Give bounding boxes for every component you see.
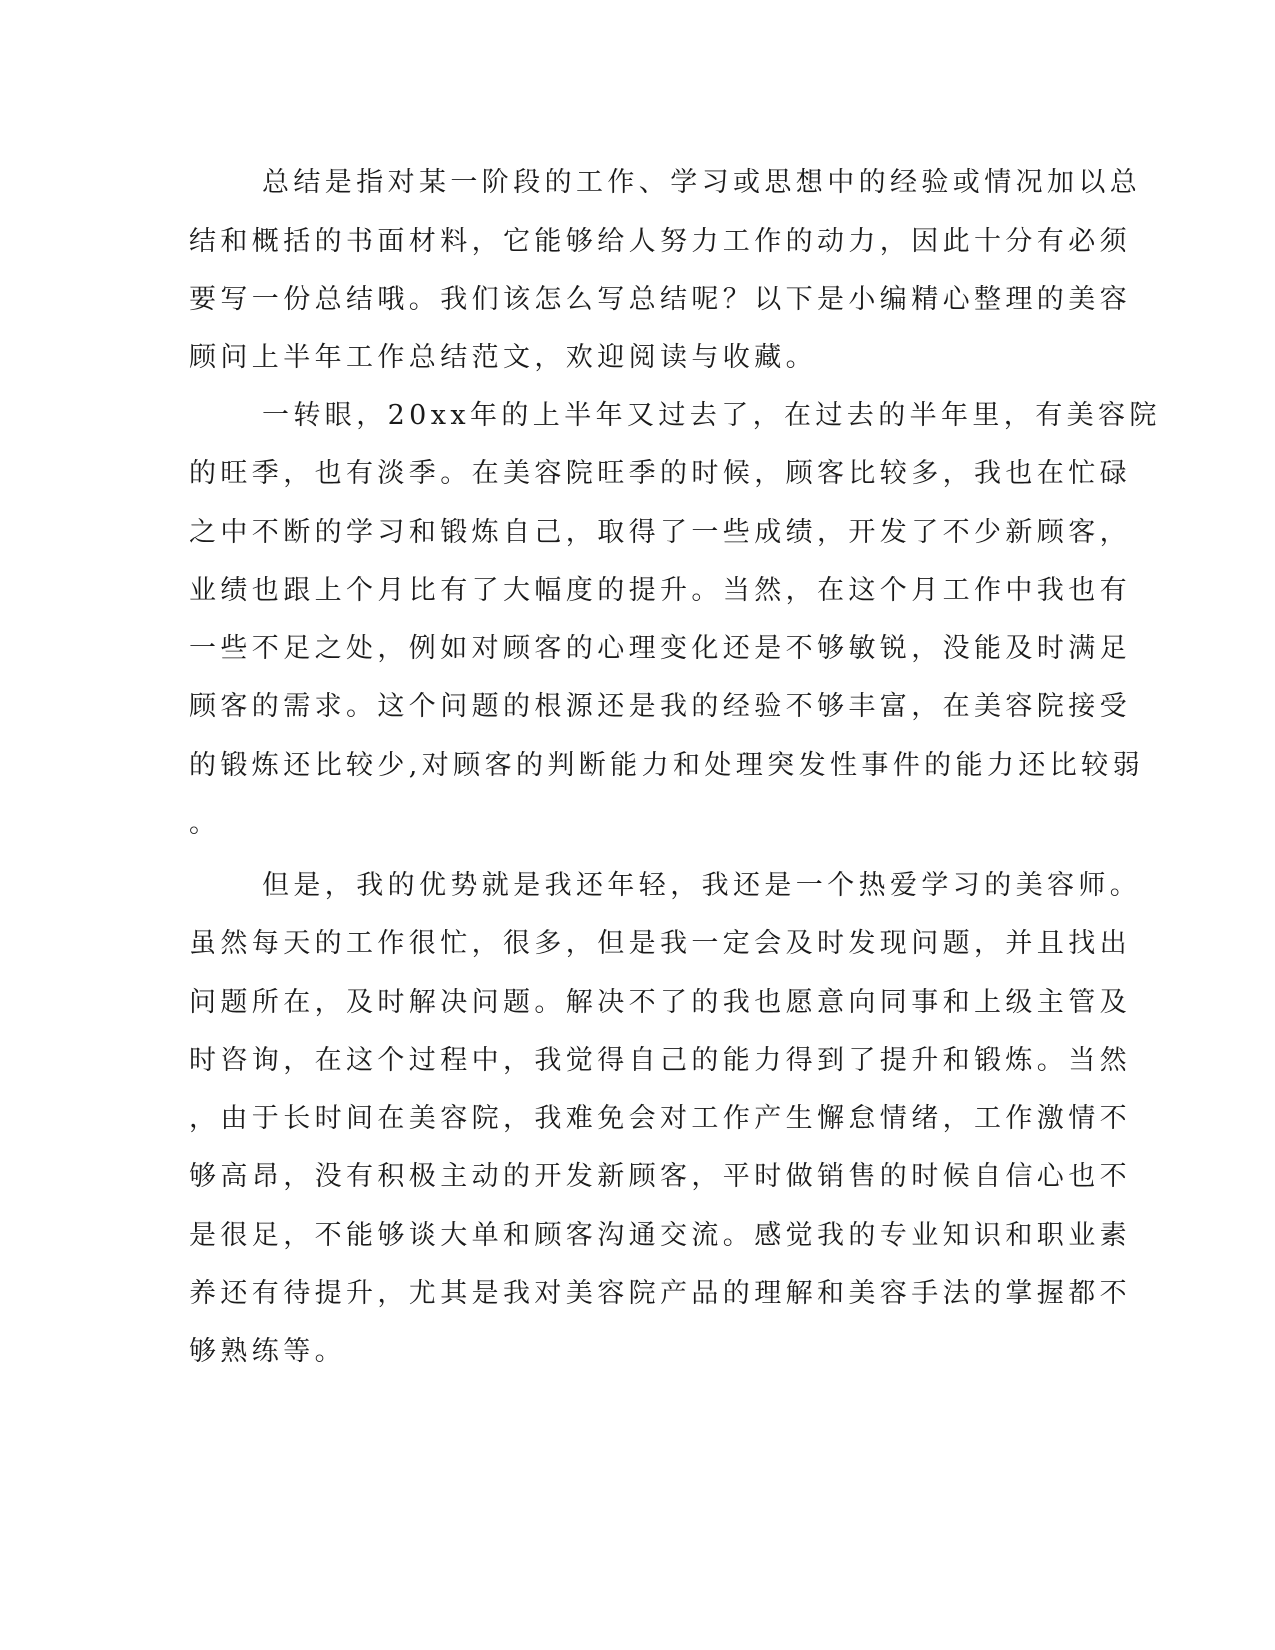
paragraph-3-line-3: 问题所在，及时解决问题。解决不了的我也愿意向同事和上级主管及: [189, 987, 1131, 1018]
paragraph-2-line-7: 的锻炼还比较少,对顾客的判断能力和处理突发性事件的能力还比较弱: [189, 750, 1144, 781]
paragraph-1-line-4: 顾问上半年工作总结范文，欢迎阅读与收藏。: [189, 342, 817, 373]
paragraph-2-line-8: 。: [189, 808, 221, 839]
paragraph-1-line-1: 总结是指对某一阶段的工作、学习或思想中的经验或情况加以总: [262, 167, 1142, 198]
paragraph-2-line-6: 顾客的需求。这个问题的根源还是我的经验不够丰富，在美容院接受: [189, 691, 1131, 722]
paragraph-2-line-2: 的旺季，也有淡季。在美容院旺季的时候，顾客比较多，我也在忙碌: [189, 458, 1131, 489]
paragraph-1-line-3: 要写一份总结哦。我们该怎么写总结呢？以下是小编精心整理的美容: [189, 284, 1131, 315]
paragraph-1-line-2: 结和概括的书面材料，它能够给人努力工作的动力，因此十分有必须: [189, 226, 1131, 257]
paragraph-3-line-5: ，由于长时间在美容院，我难免会对工作产生懈怠情绪，工作激情不: [189, 1103, 1131, 1134]
paragraph-3-line-9: 够熟练等。: [189, 1336, 346, 1367]
paragraph-2-line-1: 一转眼，20xx年的上半年又过去了，在过去的半年里，有美容院: [262, 400, 1161, 431]
paragraph-2-line-3: 之中不断的学习和锻炼自己，取得了一些成绩，开发了不少新顾客，: [189, 517, 1131, 548]
paragraph-3-line-2: 虽然每天的工作很忙，很多，但是我一定会及时发现问题，并且找出: [189, 928, 1131, 959]
paragraph-3-line-1: 但是，我的优势就是我还年轻，我还是一个热爱学习的美容师。: [262, 870, 1142, 901]
paragraph-3-line-6: 够高昂，没有积极主动的开发新顾客，平时做销售的时候自信心也不: [189, 1161, 1131, 1192]
paragraph-3-line-8: 养还有待提升，尤其是我对美容院产品的理解和美容手法的掌握都不: [189, 1278, 1131, 1309]
paragraph-3-line-7: 是很足，不能够谈大单和顾客沟通交流。感觉我的专业知识和职业素: [189, 1220, 1131, 1251]
paragraph-2-line-5: 一些不足之处，例如对顾客的心理变化还是不够敏锐，没能及时满足: [189, 633, 1131, 664]
paragraph-2-line-4: 业绩也跟上个月比有了大幅度的提升。当然，在这个月工作中我也有: [189, 575, 1131, 606]
paragraph-3-line-4: 时咨询，在这个过程中，我觉得自己的能力得到了提升和锻炼。当然: [189, 1045, 1131, 1076]
